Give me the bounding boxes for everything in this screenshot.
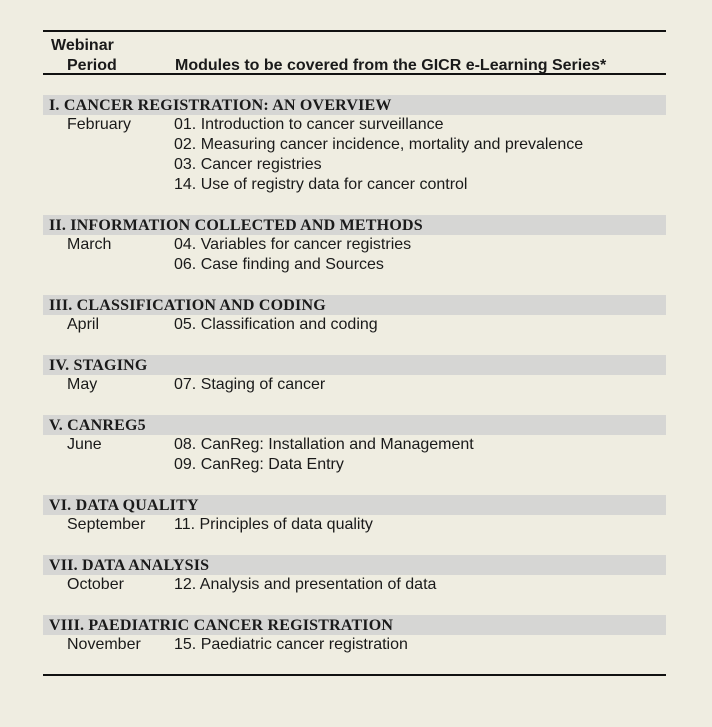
module-item: 07. Staging of cancer — [174, 376, 326, 393]
period-label: February — [67, 116, 132, 133]
section-row — [43, 635, 666, 655]
sections — [43, 95, 666, 655]
section-row — [43, 575, 666, 595]
module-item: 06. Case finding and Sources — [174, 256, 384, 273]
section-row — [43, 115, 666, 195]
section — [43, 615, 666, 655]
period-label: November — [67, 636, 141, 653]
section — [43, 215, 666, 275]
section-row — [43, 435, 666, 475]
header-period-line1: Webinar — [51, 37, 114, 54]
period-label: October — [67, 576, 124, 593]
period-label: June — [67, 436, 102, 453]
period-label: May — [67, 376, 98, 393]
period-label: September — [67, 516, 146, 533]
module-list — [174, 315, 378, 335]
module-list — [174, 115, 583, 195]
section-row — [43, 515, 666, 535]
section — [43, 355, 666, 395]
header-period-line2: Period — [67, 57, 117, 74]
module-item: 05. Classification and coding — [174, 316, 378, 333]
section — [43, 95, 666, 195]
period-label: April — [67, 316, 100, 333]
section-title: V. CANREG5 — [43, 415, 666, 435]
module-item: 03. Cancer registries — [174, 156, 322, 173]
header-period — [51, 36, 117, 76]
module-item: 12. Analysis and presentation of data — [174, 576, 437, 593]
section-title: III. CLASSIFICATION AND CODING — [43, 295, 666, 315]
section-row — [43, 235, 666, 275]
bottom-rule — [43, 674, 666, 676]
module-item: 08. CanReg: Installation and Management — [174, 436, 474, 453]
module-list — [174, 435, 474, 475]
module-item: 14. Use of registry data for cancer control — [174, 176, 468, 193]
module-list — [174, 375, 325, 395]
section-title: VIII. PAEDIATRIC CANCER REGISTRATION — [43, 615, 666, 635]
section-title: II. INFORMATION COLLECTED AND METHODS — [43, 215, 666, 235]
section — [43, 415, 666, 475]
module-list — [174, 635, 408, 655]
module-list — [174, 235, 411, 275]
table-header — [43, 32, 666, 75]
module-item: 02. Measuring cancer incidence, mortality and prevalence — [174, 136, 584, 153]
section — [43, 295, 666, 335]
section — [43, 495, 666, 535]
module-list — [174, 515, 373, 535]
module-list — [174, 575, 436, 595]
section-title: VII. DATA ANALYSIS — [43, 555, 666, 575]
section-title: IV. STAGING — [43, 355, 666, 375]
section-row — [43, 375, 666, 395]
header-modules: Modules to be covered from the GICR e-Learning Series* — [175, 57, 607, 74]
section-title: VI. DATA QUALITY — [43, 495, 666, 515]
module-item: 15. Paediatric cancer registration — [174, 636, 408, 653]
section-row — [43, 315, 666, 335]
module-item: 01. Introduction to cancer surveillance — [174, 116, 444, 133]
period-label: March — [67, 236, 112, 253]
section-title: I. CANCER REGISTRATION: AN OVERVIEW — [43, 95, 666, 115]
module-item: 04. Variables for cancer registries — [174, 236, 412, 253]
module-item: 11. Principles of data quality — [174, 516, 373, 533]
schedule-table — [43, 30, 666, 675]
module-item: 09. CanReg: Data Entry — [174, 456, 344, 473]
section — [43, 555, 666, 595]
